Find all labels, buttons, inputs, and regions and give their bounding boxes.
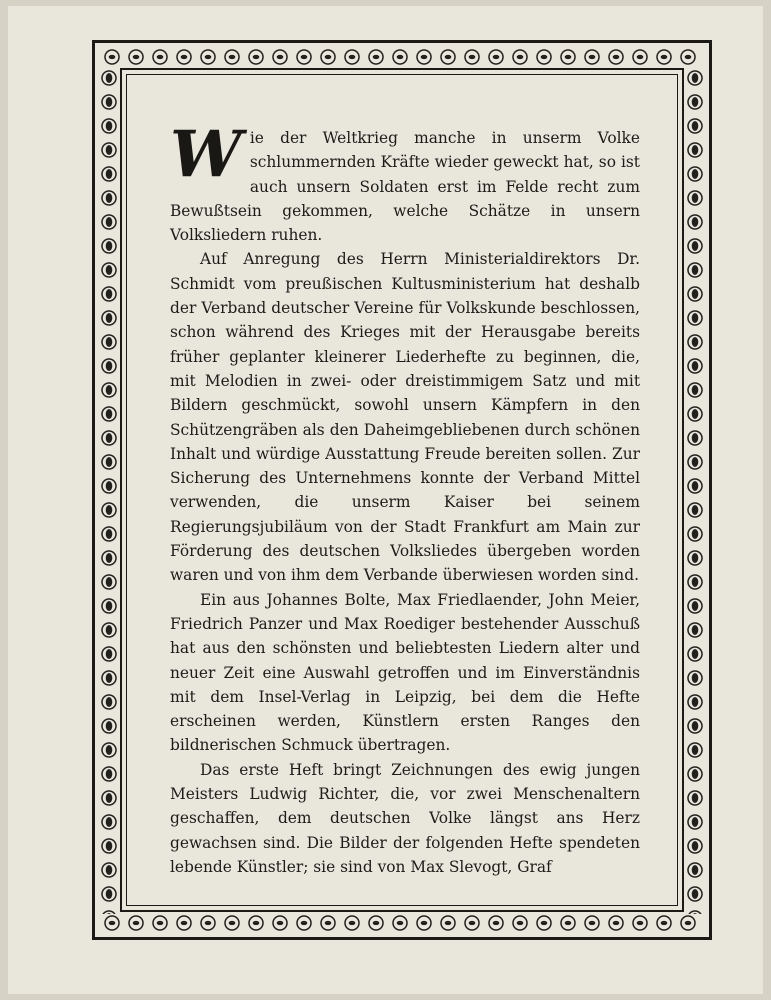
- paragraph-2: Auf Anregung des Herrn Ministerialdirektors Dr. Schmidt vom preußischen Kultusministerium hat deshalb der Verband deutscher Vereine für Volkskunde beschlossen, schon während des Krieges mit der Herausgabe bereits früher geplanter kleinerer Liederhefte zu beginnen, die, mit Melodien in zwei- oder dreistimmigem Satz und mit Bildern geschmückt, sowohl unsern Kämpfern in den Schützengräben als den Daheimgebliebenen durch schönen Inhalt und würdige Ausstattung Freude bereiten sollen. Zur Sicherung des Unternehmens konnte der Verband Mittel verwenden, die unserm Kaiser bei seinem Regierungsjubiläum von der Stadt Frankfurt am Main zur Förderung des deutschen Volksliedes übergeben worden waren und von ihm dem Verbande überwiesen worden sind.: [170, 250, 640, 585]
- ornament-band-top: [100, 48, 704, 66]
- ornament-band-left: [100, 66, 118, 914]
- ornament-band-right: [686, 66, 704, 914]
- body-text: [170, 117, 640, 879]
- ornament-band-bottom: [100, 914, 704, 932]
- paragraph-3: Ein aus Johannes Bolte, Max Friedlaender, John Meier, Friedrich Panzer und Max Roediger bestehender Ausschuß hat aus den schönsten und beliebtesten Liedern alter und neuer Zeit eine Auswahl getroffen und im Einverständnis mit dem Insel-Verlag in Leipzig, bei dem die Hefte erscheinen werden, Künstlern ersten Ranges den bildnerischen Schmuck übertragen.: [170, 590, 640, 755]
- paragraph-4: Das erste Heft bringt Zeichnungen des ewig jungen Meisters Ludwig Richter, die, vor zwei Menschenaltern geschaffen, dem deutschen Volke längst ans Herz gewachsen sind. Die Bilder der folgenden Hefte spendeten lebende Künstler; sie sind von Max Slevogt, Graf: [170, 760, 640, 876]
- drop-cap-initial: W: [170, 117, 242, 192]
- paragraph-1: Wie der Weltkrieg manche in unserm Volke schlummernden Kräfte wieder geweckt hat, so ist auch unsern Soldaten erst im Felde recht zum Bewußtsein gekommen, welche Schätze in unsern Volksliedern ruhen.: [170, 117, 640, 245]
